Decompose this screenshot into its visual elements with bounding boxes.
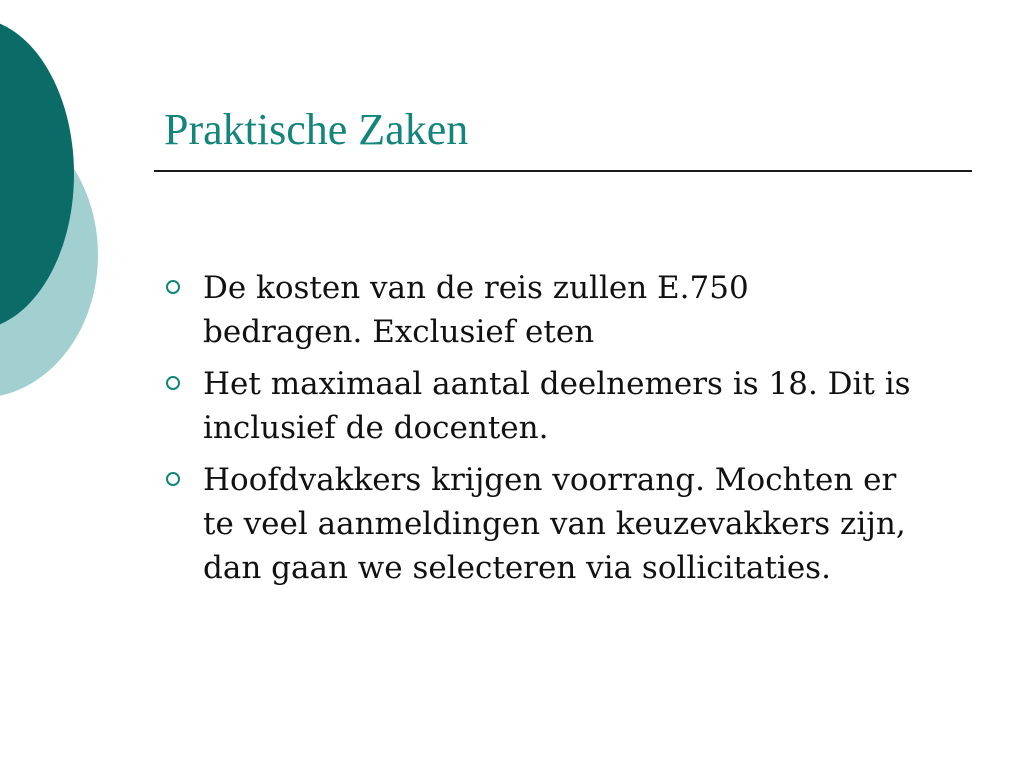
hollow-circle-icon: [166, 472, 180, 486]
hollow-circle-icon: [166, 280, 180, 294]
bullet-item: [166, 266, 966, 354]
bullet-list: [166, 266, 966, 598]
bullet-text: De kosten van de reis zullen E.750 bedragen. Exclusief eten: [203, 270, 749, 350]
bullet-text: Hoofdvakkers krijgen voorrang. Mochten er te veel aanmeldingen van keuzevakkers zijn, dan gaan we selecteren via sollicitaties.: [203, 462, 906, 586]
title-divider: [154, 170, 972, 172]
slide-title: Praktische Zaken: [164, 105, 469, 154]
hollow-circle-icon: [166, 376, 180, 390]
bullet-item: [166, 362, 966, 450]
bullet-item: [166, 458, 966, 590]
bullet-text: Het maximaal aantal deelnemers is 18. Dit is inclusief de docenten.: [203, 366, 911, 446]
